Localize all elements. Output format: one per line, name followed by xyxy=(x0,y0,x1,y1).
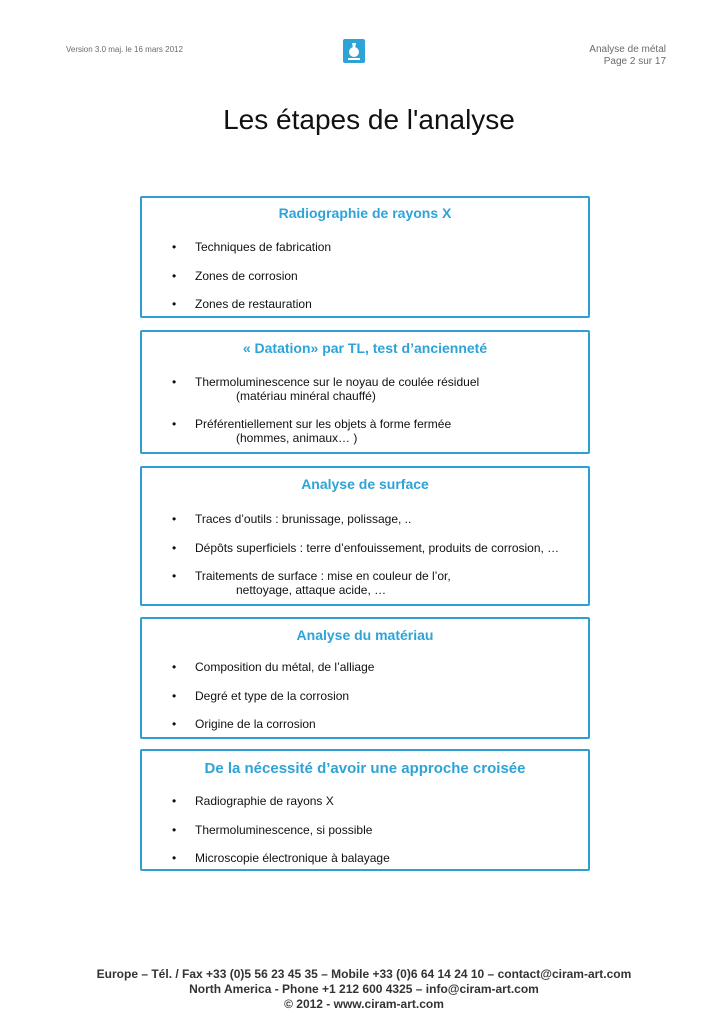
bullet: • xyxy=(172,823,177,837)
footer-copyright: © 2012 - www.ciram-art.com xyxy=(284,997,444,1011)
section-title: « Datation» par TL, test d’ancienneté xyxy=(242,340,488,356)
page-title: Les étapes de l'analyse xyxy=(223,104,515,135)
bullet: • xyxy=(172,794,177,808)
header-page-number: Page 2 sur 17 xyxy=(603,56,666,67)
header-right xyxy=(589,44,666,68)
bullet: • xyxy=(172,660,177,674)
list-item-sub: (matériau minéral chauffé) xyxy=(236,389,376,403)
section-title: De la nécessité d’avoir une approche croisée xyxy=(204,760,526,777)
footer xyxy=(0,967,728,1012)
section-box: Analyse du matériau • Composition du métal, de l’alliage • Degré et type de la corrosion • Origine de la corrosion xyxy=(140,617,590,739)
section-title: Radiographie de rayons X xyxy=(278,205,452,221)
section-title: Analyse du matériau xyxy=(296,627,434,643)
section-box: Analyse de surface • Traces d’outils : brunissage, polissage, .. • Dépôts superficiels : terre d’enfouissement, produits de corrosion, … • Traitements de surface : mise en couleur de l’or, nettoyage, attaque acide, … xyxy=(140,466,590,606)
logo-icon xyxy=(339,35,369,67)
bullet: • xyxy=(172,689,177,703)
bullet: • xyxy=(172,417,177,431)
section-title: Analyse de surface xyxy=(301,476,429,492)
header-version: Version 3.0 maj. le 16 mars 2012 xyxy=(66,45,183,54)
bullet: • xyxy=(172,269,177,283)
section-box: « Datation» par TL, test d’ancienneté • Thermoluminescence sur le noyau de coulée résiduel (matériau minéral chauffé) • Préférentiellement sur les objets à forme fermée (hommes, animaux… ) xyxy=(140,330,590,454)
section-box: Radiographie de rayons X • Techniques de fabrication • Zones de corrosion • Zones de restauration xyxy=(140,196,590,318)
section-box: De la nécessité d’avoir une approche croisée • Radiographie de rayons X • Thermoluminescence, si possible • Microscopie électronique à balayage xyxy=(140,749,590,871)
bullet: • xyxy=(172,717,177,731)
footer-line-europe: Europe – Tél. / Fax +33 (0)5 56 23 45 35 – Mobile +33 (0)6 64 14 24 10 – contact@ciram-art.com xyxy=(96,967,632,981)
bullet: • xyxy=(172,297,177,311)
bullet: • xyxy=(172,512,177,526)
list-item-sub: (hommes, animaux… ) xyxy=(236,431,358,445)
bullet: • xyxy=(172,240,177,254)
bullet: • xyxy=(172,851,177,865)
bullet: • xyxy=(172,569,177,583)
footer-line-north-america: North America - Phone +1 212 600 4325 – info@ciram-art.com xyxy=(189,982,539,996)
list-item-sub: nettoyage, attaque acide, … xyxy=(236,583,387,597)
bullet: • xyxy=(172,375,177,389)
bullet: • xyxy=(172,541,177,555)
header-doc-title: Analyse de métal xyxy=(589,44,666,55)
